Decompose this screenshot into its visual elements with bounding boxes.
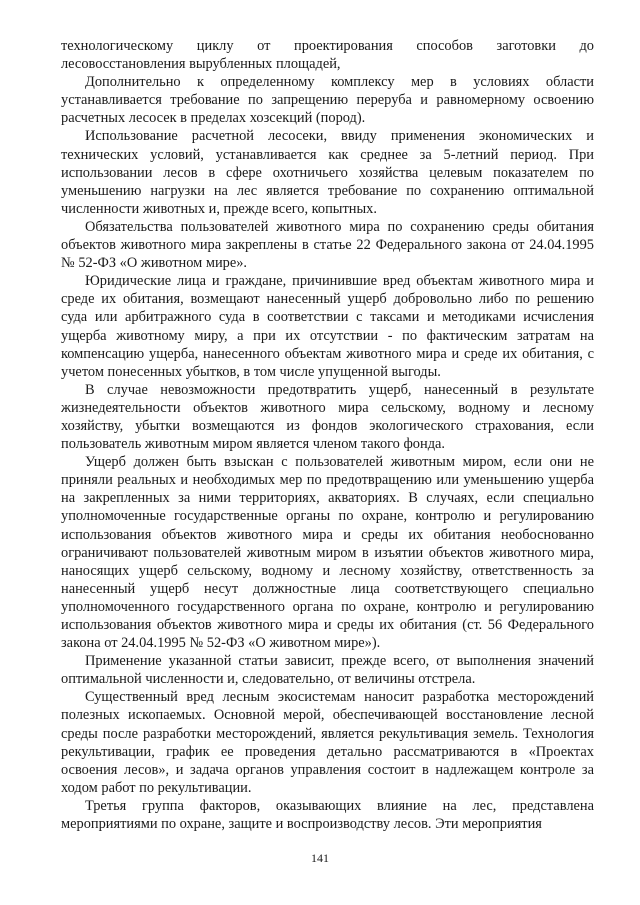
- paragraph-4: Обязательства пользователей животного мира по сохранению среды обитания объектов животного мира закреплены в статье 22 Федерального закона от 24.04.1995 № 52-ФЗ «О животном мире».: [61, 218, 594, 272]
- paragraph-3: Использование расчетной лесосеки, ввиду применения экономических и технических условий, устанавливается как среднее за 5-летний период. При использовании лесов в сфере охотничьего хозяйства целевым показателем по уменьшению нагрузки на лес является требование по сохранению оптимальной численности животных и, прежде всего, копытных.: [61, 128, 594, 217]
- paragraph-10: Третья группа факторов, оказывающих влияние на лес, представлена мероприятиями по охране, защите и воспроизводству лесов. Эти мероприятия: [61, 797, 594, 833]
- paragraph-6: В случае невозможности предотвратить ущерб, нанесенный в результате жизнедеятельности объектов животного мира сельскому, водному и лесному хозяйству, убытки возмещаются из фондов экологического страхования, если пользователь животным миром является членом такого фонда.: [61, 381, 594, 453]
- paragraph-1: технологическому циклу от проектирования способов заготовки до лесовосстановления вырубленных площадей,: [61, 38, 594, 73]
- paragraph-7: Ущерб должен быть взыскан с пользователей животным миром, если они не приняли реальных и необходимых мер по предотвращению или уменьшению ущерба на закрепленных за ними территориях, акваториях. В случаях, если специально уполномоченные государственные органы по охране, контролю и регулированию использования объектов животного мира и среды их обитания необоснованно ограничивают пользователей животным миром в изъятии объектов животного мира, наносящих ущерб сельскому, водному и лесному хозяйству, ответственность за нанесенный ущерб несут должностные лица соответствующего специально уполномоченного государственного органа по охране, контролю и регулированию использования объектов животного мира и среды их обитания (ст. 56 Федерального закона от 24.04.1995 № 52-ФЗ «О животном мире»).: [61, 454, 594, 652]
- paragraph-5: Юридические лица и граждане, причинившие вред объектам животного мира и среде их обитания, возмещают нанесенный ущерб добровольно либо по решению суда или арбитражного суда в соответствии с таксами и методиками исчисления ущерба животному миру, а при их отсутствии - по фактическим затратам на компенсацию ущерба, нанесенного объектам животного мира и среде их обитания, с учетом понесенных убытков, в том числе упущенной выгоды.: [61, 273, 594, 380]
- paragraph-2: Дополнительно к определенному комплексу мер в условиях области устанавливается требование по запрещению переруба и равномерному освоению расчетных лесосек в пределах хозсекций (пород).: [61, 74, 594, 127]
- paragraph-9: Существенный вред лесным экосистемам наносит разработка месторождений полезных ископаемых. Основной мерой, обеспечивающей восстановление лесной среды после разработки месторождений, является рекультивация земель. Технология рекультивации, график ее проведения детально рассматриваются в «Проектах освоения лесов», и задача органов управления состоит в надлежащем контроле за ходом работ по рекультивации.: [61, 689, 594, 796]
- page-body: [61, 37, 594, 833]
- page-number: 141: [311, 851, 329, 865]
- paragraph-8: Применение указанной статьи зависит, прежде всего, от выполнения значений оптимальной численности и, следовательно, от величины отстрела.: [61, 653, 594, 688]
